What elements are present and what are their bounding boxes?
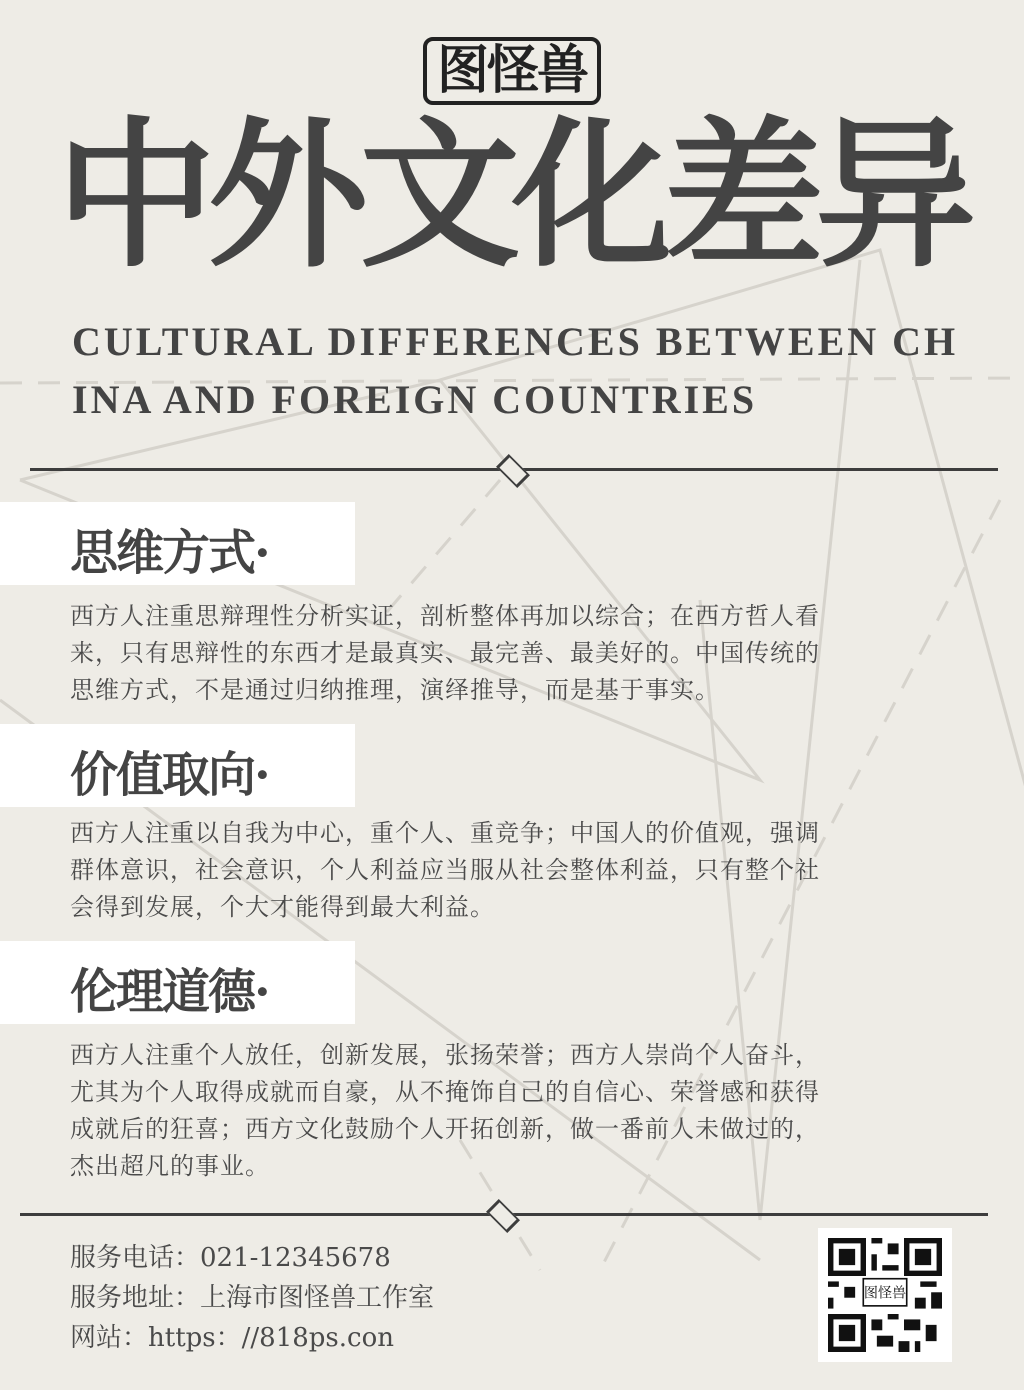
qr-logo: 图怪兽 xyxy=(863,1285,907,1302)
section-heading-thinking: 思维方式· xyxy=(0,502,355,585)
page-title: 中外文化差异 xyxy=(55,101,968,289)
contact-info xyxy=(70,1238,434,1358)
website: 网站：https：//818ps.con xyxy=(70,1323,394,1353)
qr-code[interactable] xyxy=(818,1228,952,1362)
subtitle-line-2: INA AND FOREIGN COUNTRIES xyxy=(72,377,758,422)
section-heading-ethics: 伦理道德· xyxy=(0,941,355,1024)
qr-pattern xyxy=(828,1238,942,1352)
phone: 服务电话：021-12345678 xyxy=(70,1243,391,1273)
logo: 图怪兽 xyxy=(0,28,1024,103)
section-body-values: 西方人注重以自我为中心，重个人、重竞争；中国人的价值观，强调 群体意识，社会意识，个人利益应当服从社会整体利益，只有整个社 会得到发展，个大才能得到最大利益。 xyxy=(70,819,820,921)
section-body-ethics: 西方人注重个人放任，创新发展，张扬荣誉；西方人崇尚个人奋斗， 尤其为个人取得成就而自豪，从不掩饰自己的自信心、荣誉感和获得 成就后的狂喜；西方文化鼓励个人开拓创新，做一番前人未做过的， 杰出超凡的事业。 xyxy=(70,1041,820,1180)
address: 服务地址：上海市图怪兽工作室 xyxy=(70,1283,435,1313)
subtitle-line-1: CULTURAL DIFFERENCES BETWEEN CH xyxy=(72,319,959,364)
section-body-thinking: 西方人注重思辩理性分析实证，剖析整体再加以综合；在西方哲人看 来，只有思辩性的东西才是最真实、最完善、最美好的。中国传统的 思维方式，不是通过归纳推理，演绎推导，而是基于事实。 xyxy=(70,602,820,704)
section-heading-values: 价值取向· xyxy=(0,724,355,807)
